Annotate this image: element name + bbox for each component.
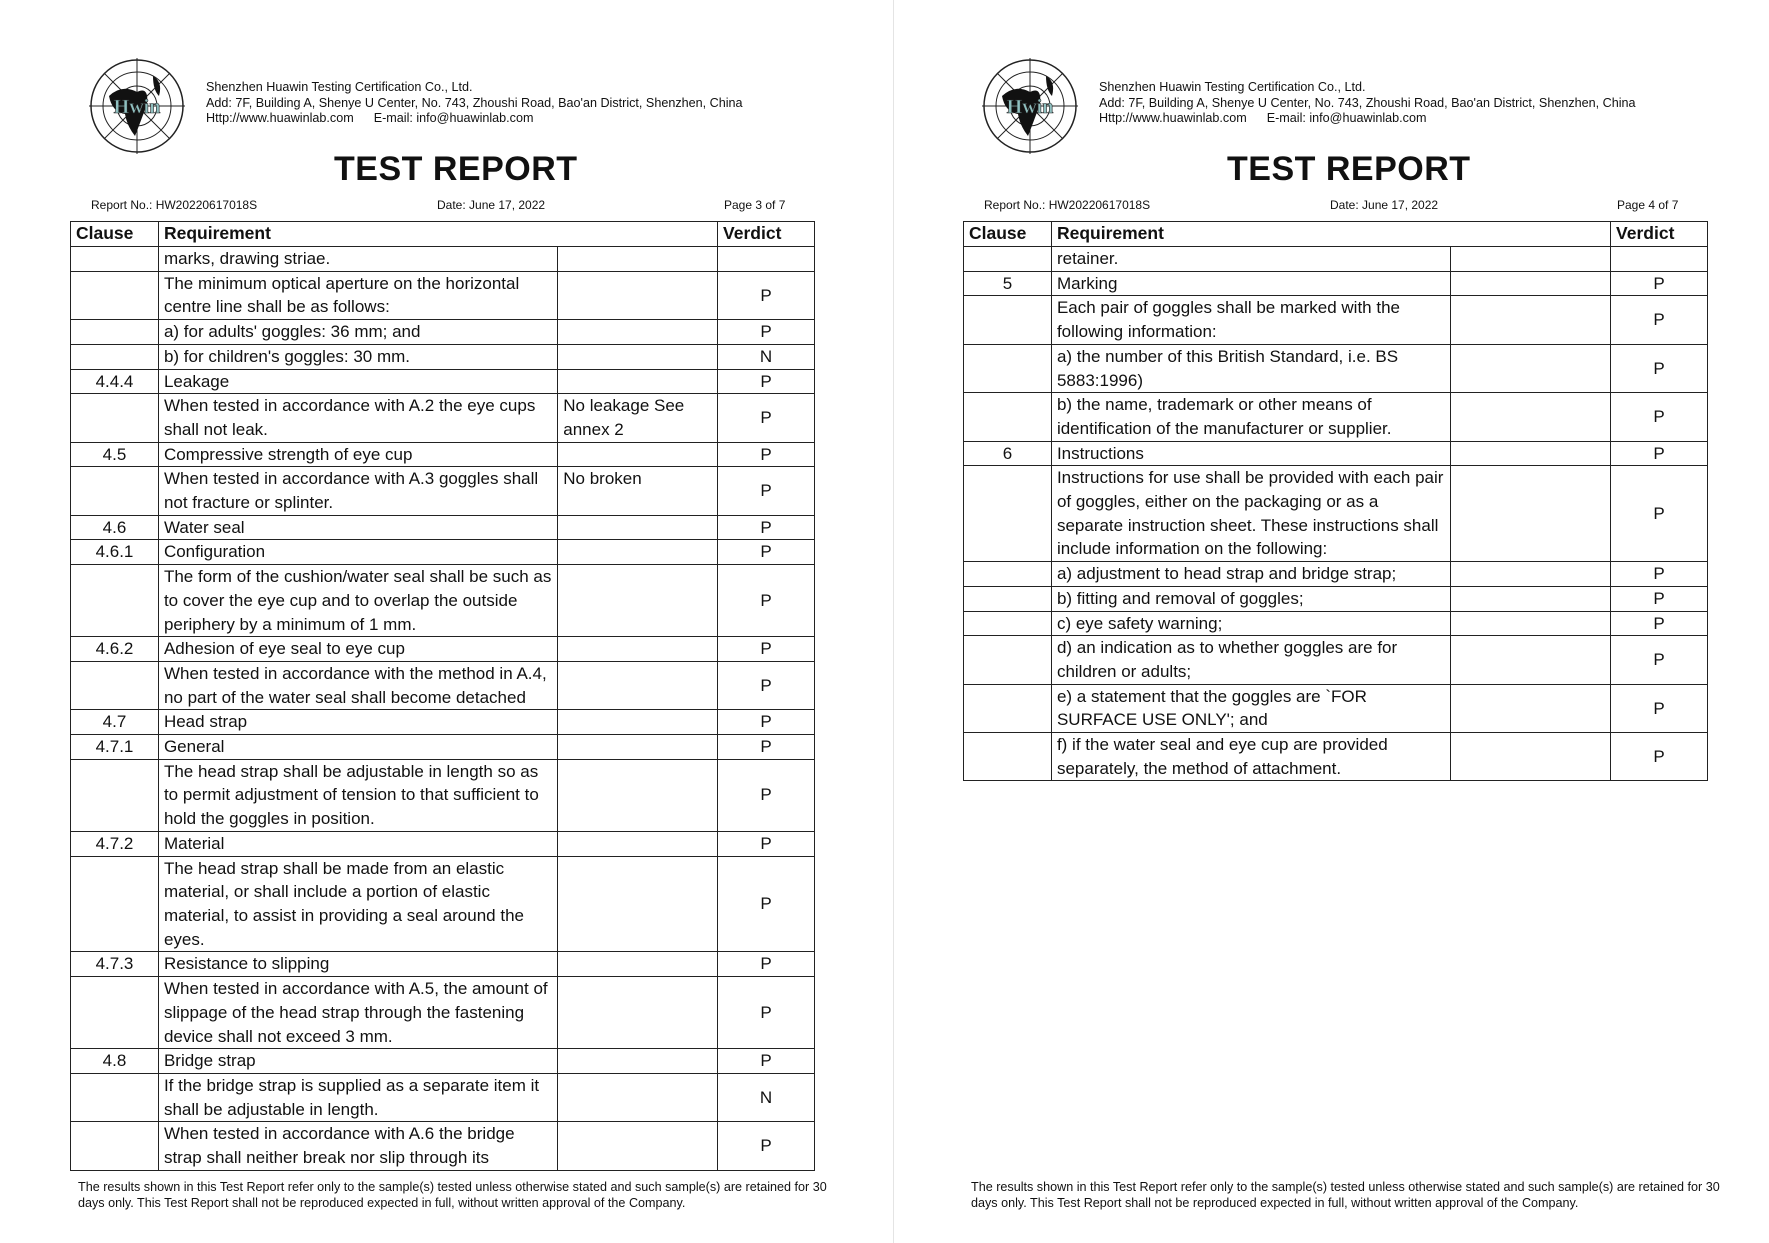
remark-cell [558, 1049, 718, 1074]
verdict-cell: N [718, 344, 815, 369]
clause-cell: 4.6.2 [71, 637, 159, 662]
verdict-cell: P [718, 661, 815, 709]
requirement-cell: The form of the cushion/water seal shall be such as to cover the eye cup and to overlap the outside periphery by a minimum of 1 mm. [158, 565, 557, 637]
requirement-cell: Instructions [1051, 441, 1450, 466]
clause-cell [71, 1073, 159, 1121]
clause-cell [71, 759, 159, 831]
clause-cell [71, 467, 159, 515]
table-row [71, 271, 815, 319]
requirement-cell: f) if the water seal and eye cup are provided separately, the method of attachment. [1051, 733, 1450, 781]
clause-cell [964, 611, 1052, 636]
remark-cell [558, 442, 718, 467]
requirement-cell: Marking [1051, 271, 1450, 296]
table-row [71, 1122, 815, 1170]
remark-cell [1451, 636, 1611, 684]
company-name: Shenzhen Huawin Testing Certification Co., Ltd. [206, 80, 473, 94]
report-date: Date: June 17, 2022 [437, 198, 546, 212]
company-logo [87, 56, 187, 156]
clause-header: Clause [71, 222, 159, 247]
verdict-cell: P [1611, 296, 1708, 344]
remark-cell [1451, 393, 1611, 441]
clause-cell [71, 247, 159, 272]
verdict-cell: P [718, 565, 815, 637]
table-row [71, 540, 815, 565]
requirement-cell: Bridge strap [158, 1049, 557, 1074]
table-row [71, 247, 815, 272]
clause-cell [71, 344, 159, 369]
company-address: Add: 7F, Building A, Shenye U Center, No. 743, Zhoushi Road, Bao'an District, Shenzhen, China [1099, 95, 1636, 110]
remark-cell [1451, 247, 1611, 272]
table-row [71, 442, 815, 467]
verdict-cell: P [1611, 611, 1708, 636]
clause-cell [964, 393, 1052, 441]
requirement-cell: Each pair of goggles shall be marked with the following information: [1051, 296, 1450, 344]
requirement-cell: retainer. [1051, 247, 1450, 272]
requirement-cell: If the bridge strap is supplied as a separate item it shall be adjustable in length. [158, 1073, 557, 1121]
remark-cell [1451, 344, 1611, 392]
verdict-cell: P [1611, 562, 1708, 587]
requirement-cell: a) adjustment to head strap and bridge strap; [1051, 562, 1450, 587]
page-number: Page 4 of 7 [1617, 198, 1679, 212]
table-header [71, 222, 815, 247]
verdict-cell: P [718, 369, 815, 394]
table-row [71, 661, 815, 709]
table-row [71, 977, 815, 1049]
requirement-cell: Resistance to slipping [158, 952, 557, 977]
verdict-cell: P [718, 1122, 815, 1170]
company-website: Http://www.huawinlab.com [1099, 111, 1247, 126]
remark-cell [558, 369, 718, 394]
page-title: TEST REPORT [334, 150, 578, 188]
table-row [964, 247, 1708, 272]
verdict-cell: P [718, 759, 815, 831]
clause-cell [71, 271, 159, 319]
remark-cell [1451, 441, 1611, 466]
remark-cell [558, 710, 718, 735]
table-row [964, 344, 1708, 392]
requirement-cell: When tested in accordance with A.5, the amount of slippage of the head strap through the fastening device shall not exceed 3 mm. [158, 977, 557, 1049]
verdict-cell: P [718, 320, 815, 345]
verdict-cell: P [718, 442, 815, 467]
clause-cell: 4.5 [71, 442, 159, 467]
company-website: Http://www.huawinlab.com [206, 111, 354, 126]
table-row [71, 856, 815, 952]
clause-cell [71, 977, 159, 1049]
table-row [71, 320, 815, 345]
remark-cell [1451, 271, 1611, 296]
requirement-cell: a) the number of this British Standard, i.e. BS 5883:1996) [1051, 344, 1450, 392]
verdict-cell: P [1611, 344, 1708, 392]
table-row [964, 271, 1708, 296]
company-logo [980, 56, 1080, 156]
requirement-cell: c) eye safety warning; [1051, 611, 1450, 636]
clause-cell [964, 562, 1052, 587]
remark-cell [1451, 611, 1611, 636]
svg-text:Hwin: Hwin [113, 96, 161, 118]
requirement-cell: When tested in accordance with A.6 the bridge strap shall neither break nor slip through its [158, 1122, 557, 1170]
requirement-cell: Material [158, 831, 557, 856]
clause-cell [71, 1122, 159, 1170]
requirement-cell: Leakage [158, 369, 557, 394]
report-date: Date: June 17, 2022 [1330, 198, 1439, 212]
clause-cell [71, 856, 159, 952]
remark-cell [1451, 466, 1611, 562]
clause-cell [964, 296, 1052, 344]
table-row [71, 344, 815, 369]
verdict-header: Verdict [718, 222, 815, 247]
clause-cell [964, 636, 1052, 684]
verdict-cell: P [718, 735, 815, 760]
remark-cell [558, 565, 718, 637]
clause-cell: 4.8 [71, 1049, 159, 1074]
clause-cell: 4.4.4 [71, 369, 159, 394]
table-row [964, 296, 1708, 344]
remark-cell [558, 320, 718, 345]
requirement-header: Requirement [1051, 222, 1450, 247]
table-row [964, 733, 1708, 781]
verdict-header: Verdict [1611, 222, 1708, 247]
requirement-cell: The head strap shall be made from an elastic material, or shall include a portion of elastic material, to assist in providing a seal around the eyes. [158, 856, 557, 952]
verdict-cell: P [718, 977, 815, 1049]
table-row [964, 586, 1708, 611]
verdict-cell: P [718, 515, 815, 540]
verdict-cell [718, 247, 815, 272]
requirement-cell: b) the name, trademark or other means of identification of the manufacturer or supplier. [1051, 393, 1450, 441]
verdict-cell: P [718, 271, 815, 319]
verdict-cell: P [718, 1049, 815, 1074]
requirement-cell: When tested in accordance with A.3 goggles shall not fracture or splinter. [158, 467, 557, 515]
table-row [964, 562, 1708, 587]
table-row [71, 735, 815, 760]
requirement-cell: Water seal [158, 515, 557, 540]
requirement-cell: General [158, 735, 557, 760]
report-number: Report No.: HW20220617018S [91, 198, 258, 212]
requirements-table [963, 221, 1708, 781]
remark-cell [558, 344, 718, 369]
table-row [964, 393, 1708, 441]
table-row [71, 1073, 815, 1121]
verdict-cell: P [718, 540, 815, 565]
requirements-table [70, 221, 815, 1171]
clause-cell [964, 247, 1052, 272]
remark-cell [558, 1122, 718, 1170]
company-name: Shenzhen Huawin Testing Certification Co., Ltd. [1099, 80, 1366, 94]
remark-cell [1451, 684, 1611, 732]
table-row [71, 467, 815, 515]
footer-disclaimer: The results shown in this Test Report refer only to the sample(s) tested unless otherwise stated and such sample(s) are retained for 30 days only. This Test Report shall not be reproduced expected in full, without written approval of the Company. [78, 1180, 827, 1210]
clause-cell: 4.6 [71, 515, 159, 540]
verdict-cell: P [1611, 393, 1708, 441]
verdict-cell: P [718, 394, 815, 442]
clause-header: Clause [964, 222, 1052, 247]
clause-cell: 5 [964, 271, 1052, 296]
table-row [71, 710, 815, 735]
table-row [964, 611, 1708, 636]
requirement-cell: The minimum optical aperture on the horizontal centre line shall be as follows: [158, 271, 557, 319]
table-row [71, 1049, 815, 1074]
requirement-cell: Head strap [158, 710, 557, 735]
table-row [964, 684, 1708, 732]
remark-cell [558, 540, 718, 565]
page-number: Page 3 of 7 [724, 198, 786, 212]
verdict-cell: P [718, 467, 815, 515]
table-row [71, 515, 815, 540]
verdict-cell: P [718, 710, 815, 735]
svg-text:Hwin: Hwin [1006, 96, 1054, 118]
requirement-cell: b) fitting and removal of goggles; [1051, 586, 1450, 611]
remark-cell [1451, 733, 1611, 781]
table-row [71, 831, 815, 856]
clause-cell: 4.7.2 [71, 831, 159, 856]
remark-header [1451, 222, 1611, 247]
verdict-cell: P [1611, 271, 1708, 296]
clause-cell: 4.7.3 [71, 952, 159, 977]
clause-cell: 6 [964, 441, 1052, 466]
remark-header [558, 222, 718, 247]
remark-cell [1451, 296, 1611, 344]
verdict-cell: P [718, 831, 815, 856]
remark-cell [558, 831, 718, 856]
company-info [1099, 80, 1636, 127]
remark-cell [558, 247, 718, 272]
company-address: Add: 7F, Building A, Shenye U Center, No. 743, Zhoushi Road, Bao'an District, Shenzhen, China [206, 95, 743, 110]
report-number: Report No.: HW20220617018S [984, 198, 1151, 212]
table-row [71, 637, 815, 662]
table-row [964, 466, 1708, 562]
remark-cell [558, 977, 718, 1049]
requirement-cell: Adhesion of eye seal to eye cup [158, 637, 557, 662]
requirement-cell: When tested in accordance with A.2 the eye cups shall not leak. [158, 394, 557, 442]
verdict-cell: P [718, 856, 815, 952]
clause-cell: 4.7 [71, 710, 159, 735]
remark-cell [558, 952, 718, 977]
clause-cell: 4.6.1 [71, 540, 159, 565]
table-row [71, 369, 815, 394]
remark-cell [558, 661, 718, 709]
table-row [71, 565, 815, 637]
remark-cell [558, 271, 718, 319]
remark-cell: No leakage See annex 2 [558, 394, 718, 442]
requirement-cell: When tested in accordance with the method in A.4, no part of the water seal shall become detached [158, 661, 557, 709]
page-title: TEST REPORT [1227, 150, 1471, 188]
requirement-cell: Instructions for use shall be provided with each pair of goggles, either on the packaging or as a separate instruction sheet. These instructions shall include information on the following: [1051, 466, 1450, 562]
table-row [964, 441, 1708, 466]
clause-cell [71, 565, 159, 637]
table-row [71, 952, 815, 977]
clause-cell: 4.7.1 [71, 735, 159, 760]
clause-cell [71, 394, 159, 442]
verdict-cell: P [1611, 586, 1708, 611]
verdict-cell: P [1611, 441, 1708, 466]
clause-cell [71, 661, 159, 709]
requirement-cell: The head strap shall be adjustable in length so as to permit adjustment of tension to that sufficient to hold the goggles in position. [158, 759, 557, 831]
remark-cell [558, 637, 718, 662]
remark-cell [1451, 586, 1611, 611]
company-info [206, 80, 743, 127]
clause-cell [964, 344, 1052, 392]
requirement-cell: a) for adults' goggles: 36 mm; and [158, 320, 557, 345]
report-page-4 [894, 0, 1769, 1243]
verdict-cell: P [718, 952, 815, 977]
table-row [71, 759, 815, 831]
requirement-cell: d) an indication as to whether goggles are for children or adults; [1051, 636, 1450, 684]
clause-cell [964, 733, 1052, 781]
clause-cell [964, 586, 1052, 611]
verdict-cell: P [1611, 636, 1708, 684]
table-row [71, 394, 815, 442]
requirement-cell: e) a statement that the goggles are `FOR SURFACE USE ONLY'; and [1051, 684, 1450, 732]
requirement-header: Requirement [158, 222, 557, 247]
requirement-cell: Configuration [158, 540, 557, 565]
requirement-cell: marks, drawing striae. [158, 247, 557, 272]
clause-cell [71, 320, 159, 345]
remark-cell [1451, 562, 1611, 587]
company-email: E-mail: info@huawinlab.com [1266, 111, 1427, 126]
verdict-cell [1611, 247, 1708, 272]
verdict-cell: P [1611, 684, 1708, 732]
verdict-cell: P [718, 637, 815, 662]
clause-cell [964, 684, 1052, 732]
remark-cell: No broken [558, 467, 718, 515]
requirement-cell: b) for children's goggles: 30 mm. [158, 344, 557, 369]
remark-cell [558, 1073, 718, 1121]
remark-cell [558, 856, 718, 952]
verdict-cell: P [1611, 466, 1708, 562]
verdict-cell: N [718, 1073, 815, 1121]
requirement-cell: Compressive strength of eye cup [158, 442, 557, 467]
table-row [964, 636, 1708, 684]
footer-disclaimer: The results shown in this Test Report refer only to the sample(s) tested unless otherwise stated and such sample(s) are retained for 30 days only. This Test Report shall not be reproduced expected in full, without written approval of the Company. [971, 1180, 1720, 1210]
remark-cell [558, 735, 718, 760]
table-header [964, 222, 1708, 247]
clause-cell [964, 466, 1052, 562]
company-email: E-mail: info@huawinlab.com [373, 111, 534, 126]
verdict-cell: P [1611, 733, 1708, 781]
remark-cell [558, 515, 718, 540]
remark-cell [558, 759, 718, 831]
